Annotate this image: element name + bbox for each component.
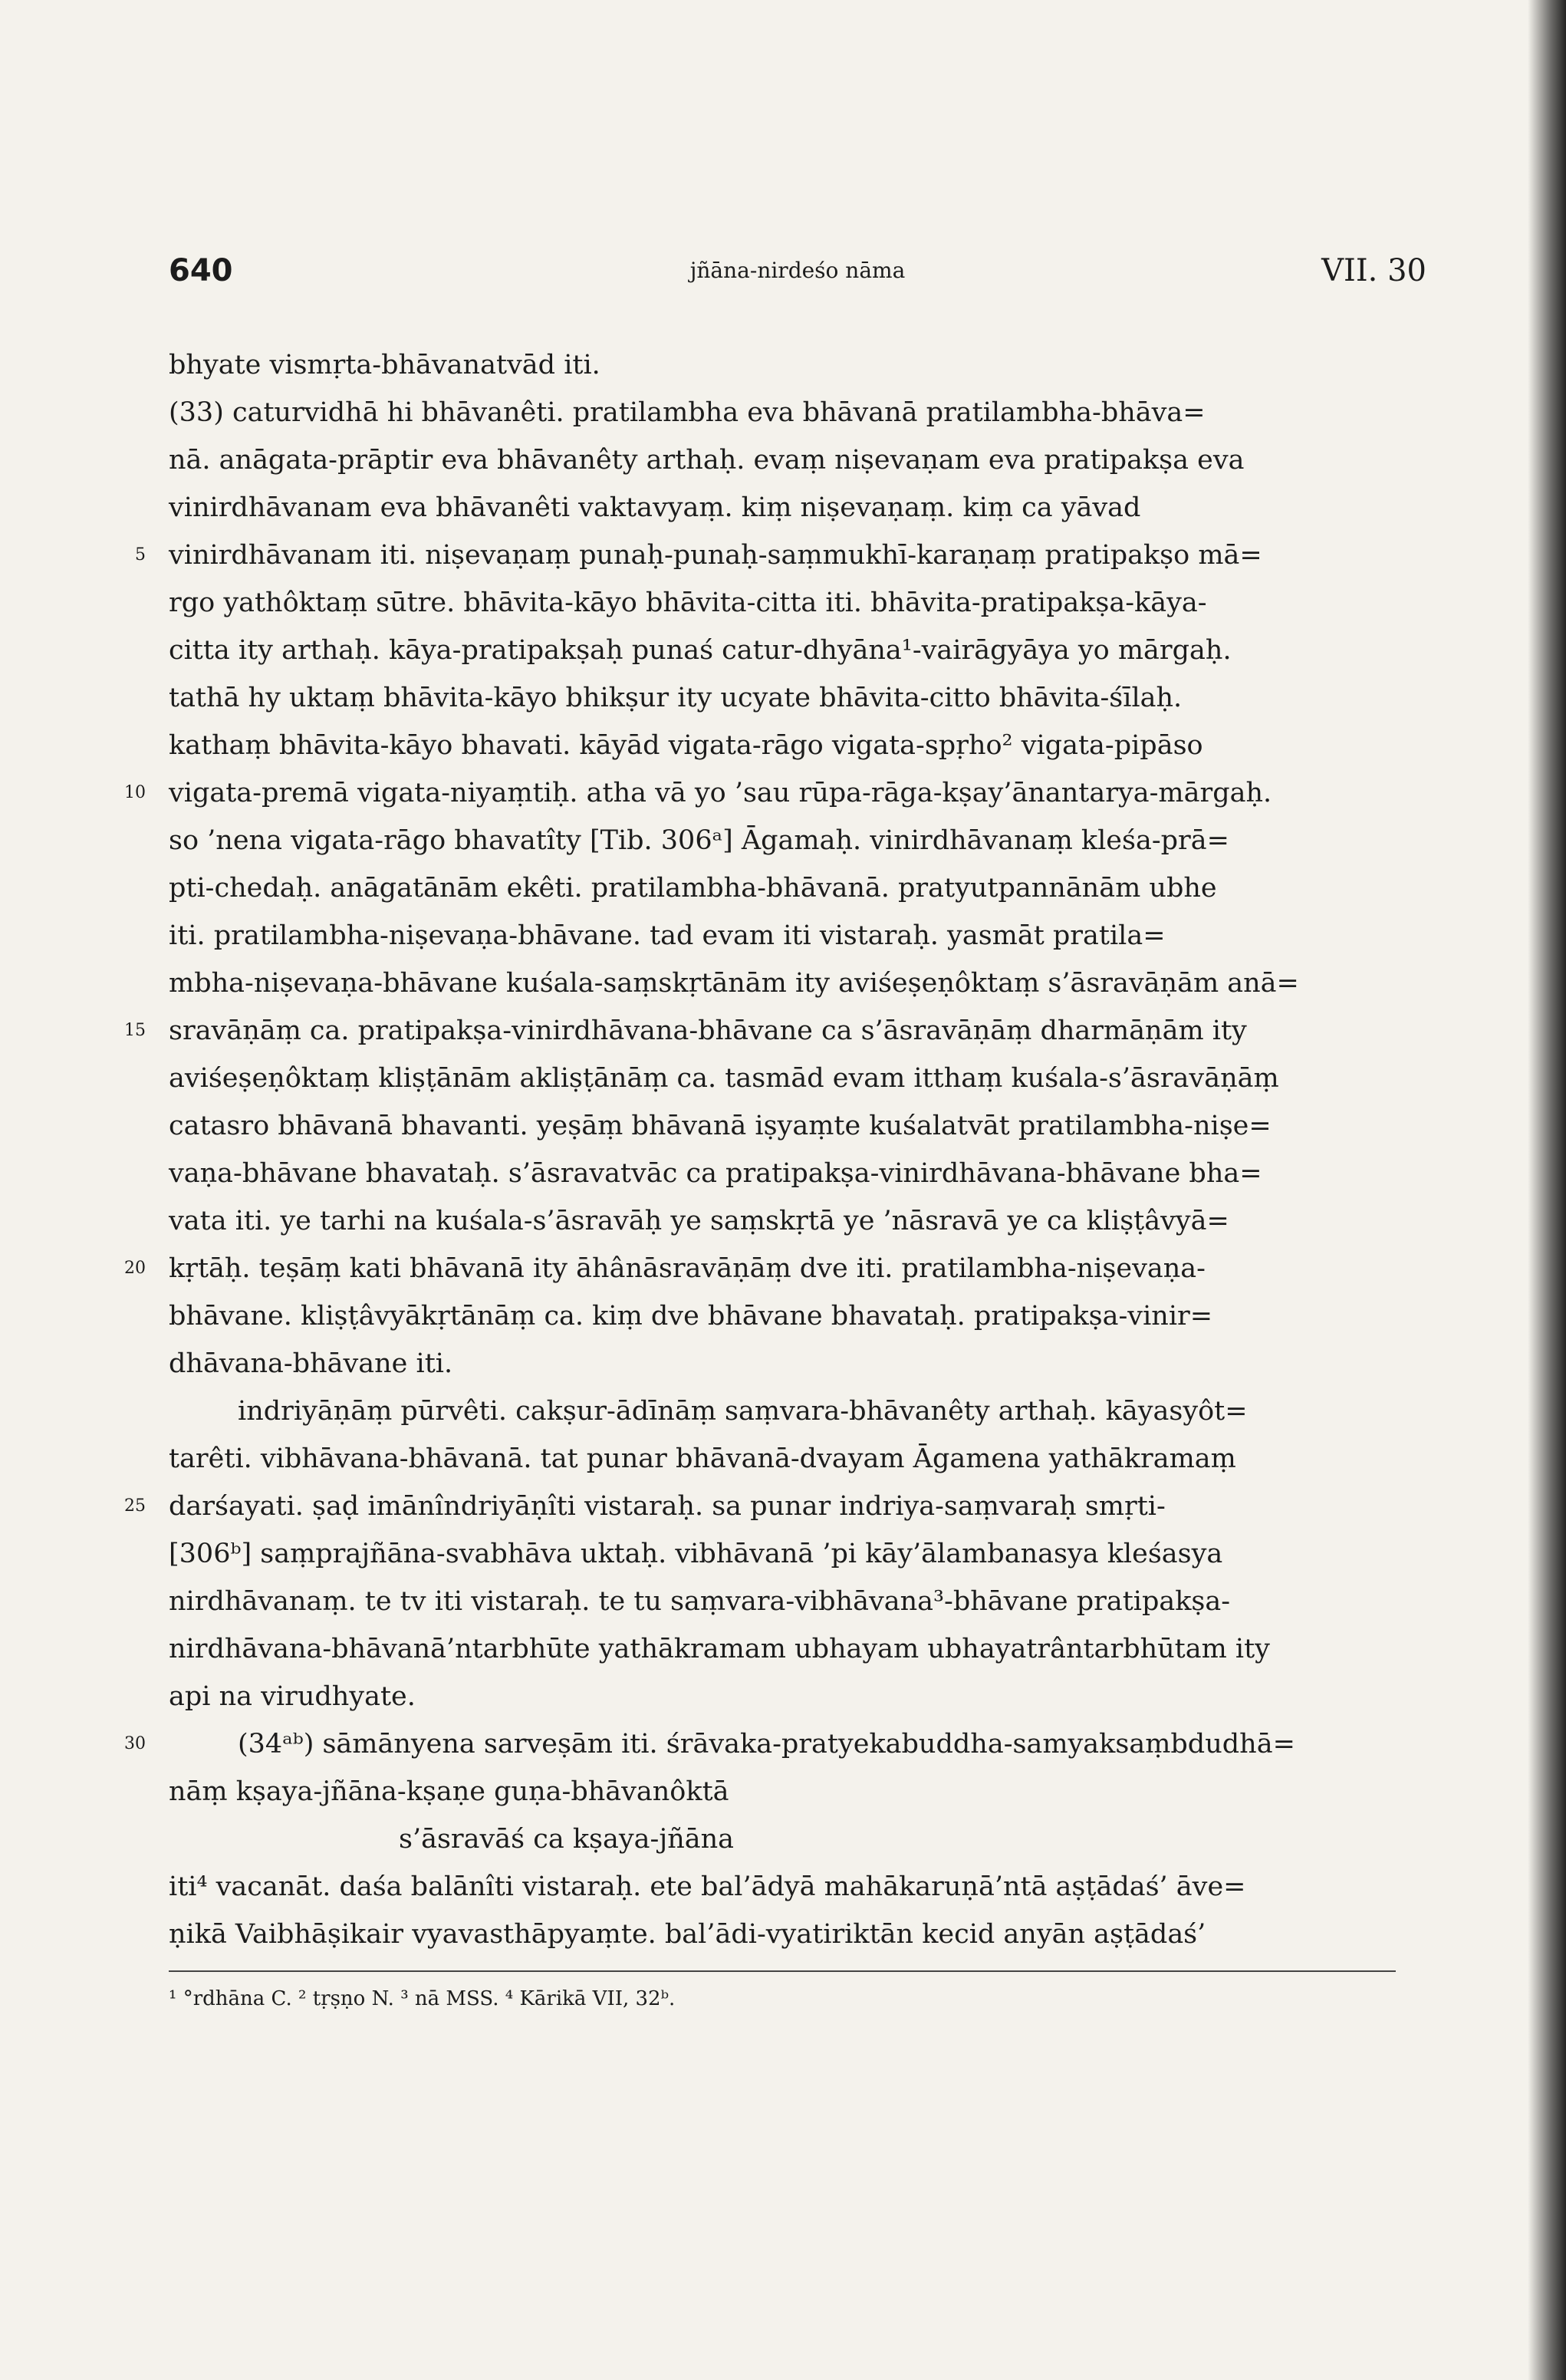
line-text: vinirdhāvanam iti. niṣevaṇaṃ punaḥ-punaḥ-saṃmukhī-karaṇaṃ pratipakṣo mā= [169, 540, 1262, 571]
line-text: iti. pratilambha-niṣevaṇa-bhāvane. tad evam iti vistaraḥ. yasmāt pratila= [169, 920, 1166, 951]
line-number: 5 [135, 545, 146, 565]
text-line [169, 1388, 1426, 1435]
text-line [169, 627, 1426, 674]
line-text: bhāvane. kliṣṭâvyākṛtānāṃ ca. kiṃ dve bhāvane bhavataḥ. pratipakṣa-vinir= [169, 1301, 1213, 1332]
line-text: vata iti. ye tarhi na kuśala-s’āsravāḥ ye saṃskṛtā ye ’nāsravā ye ca kliṣṭâvyā= [169, 1206, 1229, 1236]
text-line [169, 341, 1426, 389]
text-line [169, 1340, 1426, 1388]
text-line [169, 1055, 1426, 1102]
line-text: dhāvana-bhāvane iti. [169, 1348, 453, 1379]
text-line [124, 1720, 1426, 1768]
line-text: sravāṇāṃ ca. pratipakṣa-vinirdhāvana-bhāvane ca s’āsravāṇāṃ dharmāṇām ity [169, 1016, 1247, 1046]
line-text: nirdhāvana-bhāvanā’ntarbhūte yathākramam ubhayam ubhayatrântarbhūtam ity [169, 1634, 1270, 1664]
footnotes: ¹ °rdhāna C. ² tṛṣṇo N. ³ nā MSS. ⁴ Kārikā VII, 32ᵇ. [169, 1987, 676, 2010]
line-text: so ’nena vigata-rāgo bhavatîty [Tib. 306ᵃ] Āgamaḥ. vinirdhāvanaṃ kleśa-prā= [169, 825, 1229, 856]
text-line [124, 769, 1426, 817]
text-line [169, 1292, 1426, 1340]
line-number: 20 [124, 1259, 146, 1278]
line-text: nirdhāvanaṃ. te tv iti vistaraḥ. te tu saṃvara-vibhāvana³-bhāvane pratipakṣa- [169, 1586, 1231, 1617]
text-line [169, 912, 1426, 960]
text-line [169, 579, 1426, 627]
text-line [169, 1768, 1426, 1815]
line-number: 30 [124, 1734, 146, 1753]
line-text: catasro bhāvanā bhavanti. yeṣāṃ bhāvanā iṣyaṃte kuśalatvāt pratilambha-niṣe= [169, 1111, 1272, 1141]
line-text: iti⁴ vacanāt. daśa balānîti vistaraḥ. ete bal’ādyā mahākaruṇā’ntā aṣṭādaś’ āve= [169, 1871, 1246, 1902]
text-line [124, 1483, 1426, 1530]
line-text: nāṃ kṣaya-jñāna-kṣaṇe guṇa-bhāvanôktā [169, 1776, 729, 1807]
text-line [169, 1911, 1426, 1958]
text-line [135, 532, 1426, 579]
line-text: api na virudhyate. [169, 1681, 416, 1712]
line-number: 25 [124, 1496, 146, 1516]
line-number: 10 [124, 783, 146, 802]
page-header [169, 253, 1426, 299]
line-text: vigata-premā vigata-niyaṃtiḥ. atha vā yo ’sau rūpa-rāga-kṣay’ānantarya-mārgaḥ. [169, 778, 1272, 808]
line-text: tathā hy uktaṃ bhāvita-kāyo bhikṣur ity ucyate bhāvita-citto bhāvita-śīlaḥ. [169, 683, 1183, 713]
text-line [169, 864, 1426, 912]
page-edge-shadow [1528, 0, 1566, 2380]
text-line [169, 1625, 1426, 1673]
text-line [169, 389, 1426, 436]
line-text: kathaṃ bhāvita-kāyo bhavati. kāyād vigata-rāgo vigata-spṛho² vigata-pipāso [169, 730, 1203, 761]
footnote-rule [169, 1970, 1396, 1972]
text-line [169, 1815, 1426, 1863]
line-text: mbha-niṣevaṇa-bhāvane kuśala-saṃskṛtānām ity aviśeṣeṇôktaṃ s’āsravāṇām anā= [169, 968, 1299, 999]
text-line [169, 1578, 1426, 1625]
line-text: ṇikā Vaibhāṣikair vyavasthāpyaṃte. bal’ādi-vyatiriktān kecid anyān aṣṭādaś’ [169, 1919, 1206, 1950]
line-text: darśayati. ṣaḍ imānîndriyāṇîti vistaraḥ. sa punar indriya-saṃvaraḥ smṛti- [169, 1491, 1166, 1522]
line-text: (34ᵃᵇ) sāmānyena sarveṣām iti. śrāvaka-pratyekabuddha-samyaksaṃbdudhā= [238, 1729, 1295, 1759]
text-line [169, 1435, 1426, 1483]
line-text: kṛtāḥ. teṣāṃ kati bhāvanā ity āhânāsravāṇāṃ dve iti. pratilambha-niṣevaṇa- [169, 1253, 1206, 1284]
running-title: jñāna-nirdeśo nāma [689, 258, 906, 283]
line-text: [306ᵇ] saṃprajñāna-svabhāva uktaḥ. vibhāvanā ’pi kāy’ālambanasya kleśasya [169, 1539, 1223, 1569]
text-line [169, 1673, 1426, 1720]
text-line [169, 1530, 1426, 1578]
text-line [169, 1863, 1426, 1911]
text-line [124, 1245, 1426, 1292]
line-text: citta ity arthaḥ. kāya-pratipakṣaḥ punaś catur-dhyāna¹-vairāgyāya yo mārgaḥ. [169, 635, 1232, 666]
text-line [169, 960, 1426, 1007]
text-line [169, 1197, 1426, 1245]
text-line [169, 674, 1426, 722]
line-number: 15 [124, 1021, 146, 1040]
line-text: rgo yathôktaṃ sūtre. bhāvita-kāyo bhāvita-citta iti. bhāvita-pratipakṣa-kāya- [169, 588, 1207, 618]
text-line [124, 1007, 1426, 1055]
line-text: (33) caturvidhā hi bhāvanêti. pratilambha eva bhāvanā pratilambha-bhāva= [169, 397, 1206, 428]
line-text: nā. anāgata-prāptir eva bhāvanêty arthaḥ. evaṃ niṣevaṇam eva pratipakṣa eva [169, 445, 1245, 476]
text-line [169, 436, 1426, 484]
line-text: indriyāṇāṃ pūrvêti. cakṣur-ādīnāṃ saṃvara-bhāvanêty arthaḥ. kāyasyôt= [238, 1396, 1248, 1427]
line-text: s’āsravāś ca kṣaya-jñāna [399, 1824, 735, 1855]
line-text: vaṇa-bhāvane bhavataḥ. s’āsravatvāc ca pratipakṣa-vinirdhāvana-bhāvane bha= [169, 1158, 1262, 1189]
line-text: vinirdhāvanam eva bhāvanêti vaktavyaṃ. kiṃ niṣevaṇaṃ. kiṃ ca yāvad [169, 492, 1141, 523]
line-text: bhyate vismṛta-bhāvanatvād iti. [169, 350, 600, 380]
page-number: 640 [169, 253, 233, 288]
text-line [169, 1102, 1426, 1150]
text-line [169, 484, 1426, 532]
line-text: pti-chedaḥ. anāgatānām ekêti. pratilambha-bhāvanā. pratyutpannānām ubhe [169, 873, 1217, 904]
line-text: tarêti. vibhāvana-bhāvanā. tat punar bhāvanā-dvayam Āgamena yathākramaṃ [169, 1443, 1236, 1474]
text-line [169, 722, 1426, 769]
body-text [124, 341, 1426, 2010]
section-number: VII. 30 [1321, 253, 1426, 288]
text-line [169, 1150, 1426, 1197]
line-text: aviśeṣeṇôktaṃ kliṣṭānām akliṣṭānāṃ ca. tasmād evam itthaṃ kuśala-s’āsravāṇāṃ [169, 1063, 1279, 1094]
text-line [169, 817, 1426, 864]
